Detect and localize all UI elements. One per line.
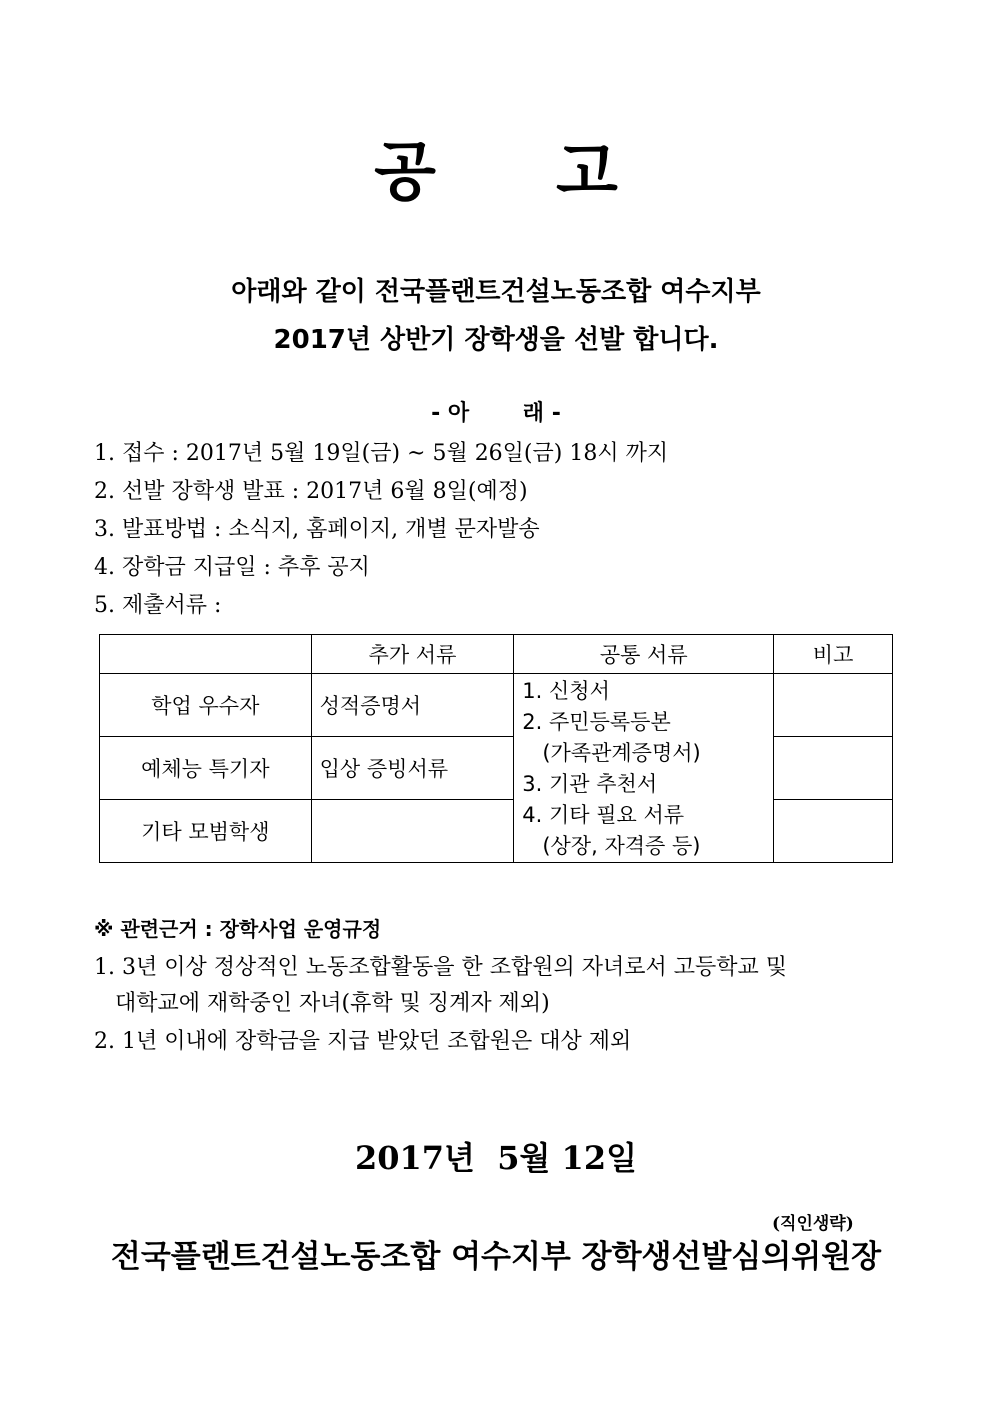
- item-reception: 1. 접수 : 2017년 5월 19일(금) ~ 5월 26일(금) 18시 까지: [94, 441, 669, 466]
- table-header-row: [100, 635, 893, 674]
- basis-item: 2. 1년 이내에 장학금을 지급 받았던 조합원은 대상 제외: [94, 1029, 632, 1054]
- extra-doc-cell: 성적증명서: [311, 674, 514, 737]
- item-documents: 5. 제출서류 :: [94, 593, 222, 618]
- category-cell: 학업 우수자: [100, 674, 312, 737]
- note-cell: [774, 737, 893, 800]
- common-docs-cell: [514, 674, 774, 863]
- common-doc-line: (상장, 자격증 등): [522, 834, 701, 858]
- category-cell: 기타 모범학생: [100, 800, 312, 863]
- common-doc-line: 3. 기관 추천서: [522, 772, 658, 796]
- table-header-cell: 비고: [774, 635, 893, 674]
- common-doc-line: 2. 주민등록등본: [522, 710, 671, 734]
- basis-item: 1. 3년 이상 정상적인 노동조합활동을 한 조합원의 자녀로서 고등학교 및: [94, 955, 787, 980]
- title-char-2: 고: [556, 136, 618, 210]
- headline-line-1: 아래와 같이 전국플랜트건설노동조합 여수지부: [231, 277, 761, 307]
- common-doc-line: 1. 신청서: [522, 679, 610, 703]
- documents-table: [99, 634, 893, 863]
- common-doc-line: (가족관계증명서): [522, 741, 701, 765]
- note-cell: [774, 800, 893, 863]
- section-label: - 아 래 -: [431, 401, 561, 426]
- item-method: 3. 발표방법 : 소식지, 홈페이지, 개별 문자발송: [94, 517, 540, 542]
- seal-omitted-note: (직인생략): [772, 1214, 854, 1234]
- headline-line-2: 2017년 상반기 장학생을 선발 합니다.: [273, 325, 719, 355]
- notice-date: 2017년 5월 12일: [354, 1139, 638, 1177]
- basis-heading: ※ 관련근거 : 장학사업 운영규정: [94, 917, 382, 941]
- basis-item-continuation: 대학교에 재학중인 자녀(휴학 및 징계자 제외): [94, 991, 550, 1016]
- common-doc-line: 4. 기타 필요 서류: [522, 803, 685, 827]
- page-title: [0, 128, 992, 218]
- table-row: [100, 800, 893, 863]
- extra-doc-cell: [311, 800, 514, 863]
- signer-title: 전국플랜트건설노동조합 여수지부 장학생선발심의위원장: [110, 1239, 882, 1275]
- table-header-cell: 공통 서류: [514, 635, 774, 674]
- table-row: [100, 737, 893, 800]
- table-row: [100, 674, 893, 737]
- table-header-cell: 추가 서류: [311, 635, 514, 674]
- item-payment-date: 4. 장학금 지급일 : 추후 공지: [94, 555, 370, 580]
- category-cell: 예체능 특기자: [100, 737, 312, 800]
- item-announcement: 2. 선발 장학생 발표 : 2017년 6월 8일(예정): [94, 479, 528, 504]
- note-cell: [774, 674, 893, 737]
- title-char-1: 공: [374, 136, 436, 210]
- table-header-cell: [100, 635, 312, 674]
- extra-doc-cell: 입상 증빙서류: [311, 737, 514, 800]
